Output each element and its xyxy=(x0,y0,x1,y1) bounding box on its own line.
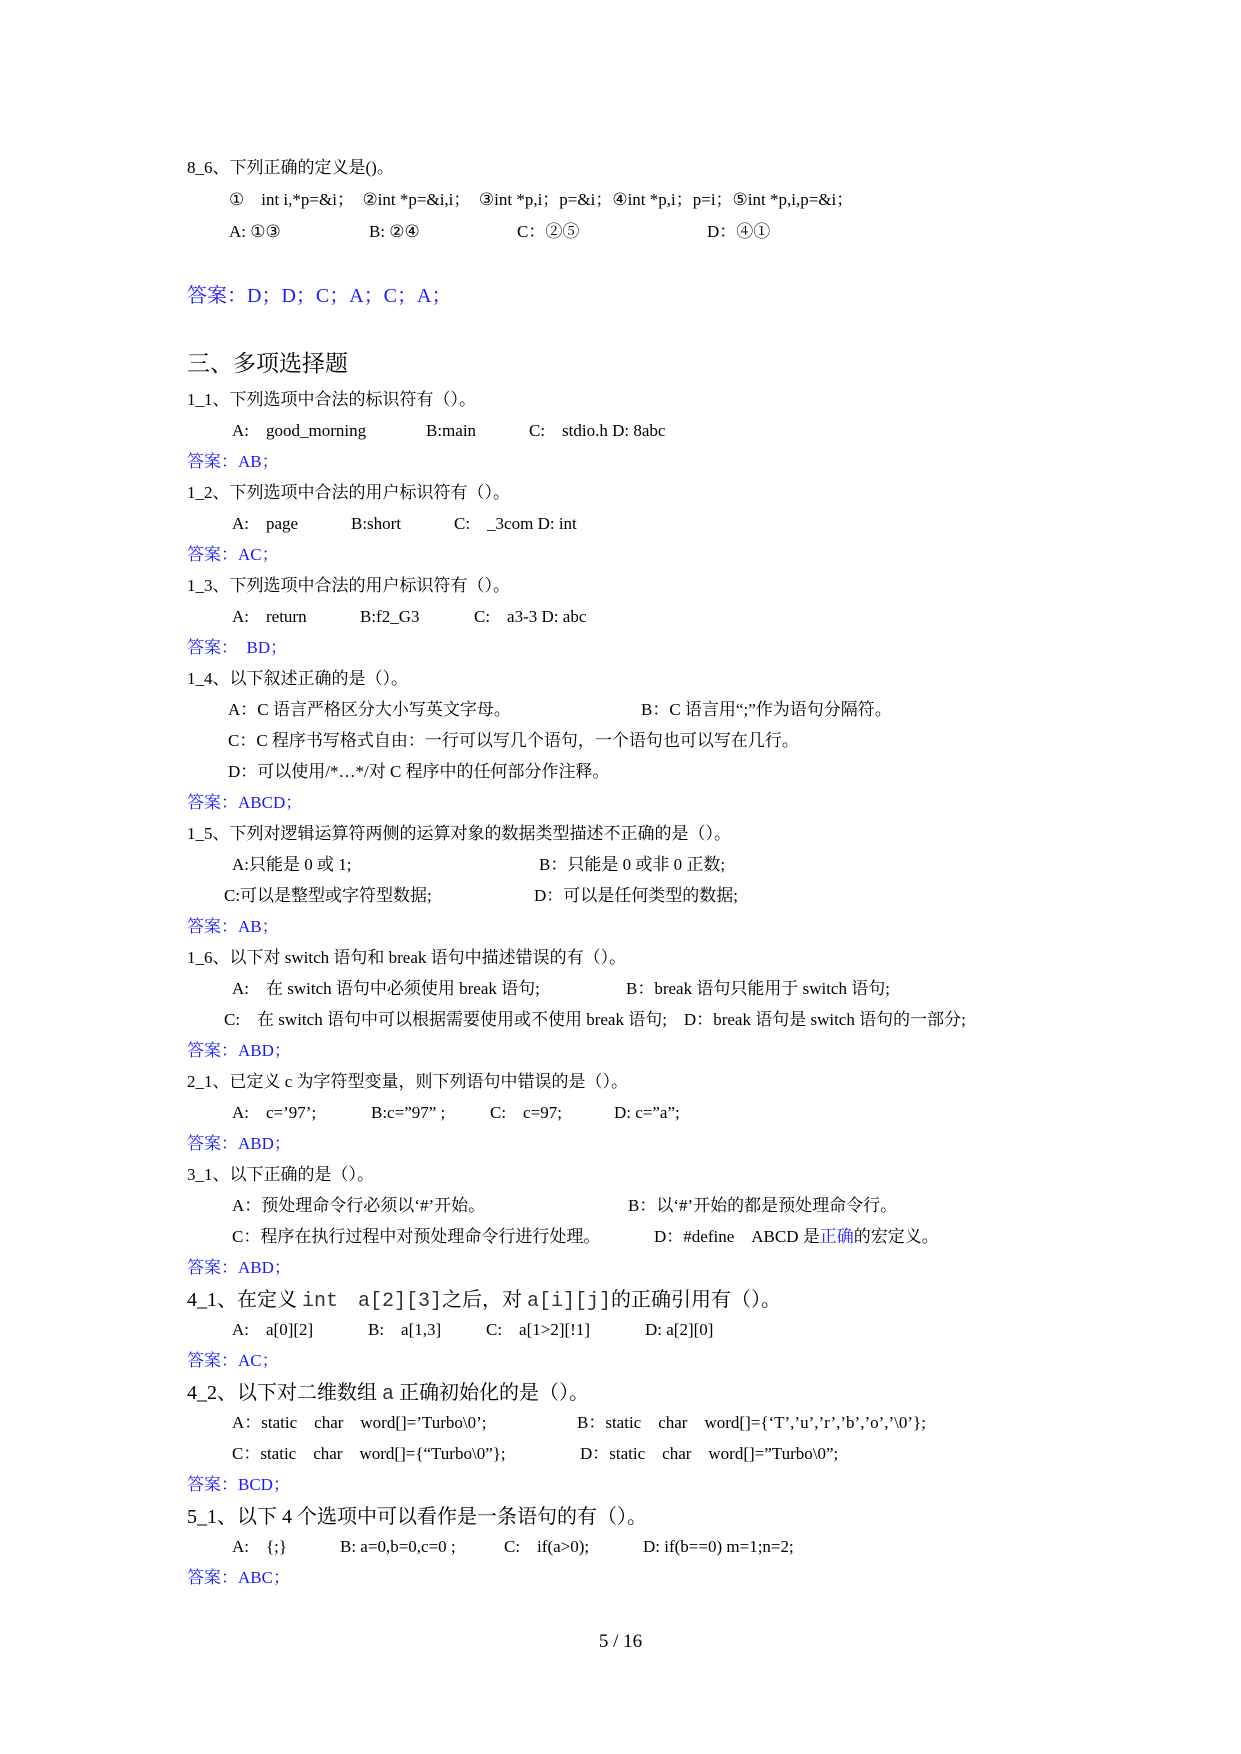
option: A：预处理命令行必须以‘#’开始。 xyxy=(232,1196,486,1215)
option: D: c=”a”; xyxy=(614,1103,680,1122)
answer: 答案：ABD； xyxy=(187,1041,291,1060)
option: C: stdio.h D: 8abc xyxy=(529,421,666,440)
option xyxy=(654,1227,939,1247)
option: C: _3com D: int xyxy=(454,514,577,533)
option: A: c=’97’; xyxy=(232,1103,317,1122)
answer: 答案：ABD； xyxy=(187,1258,291,1277)
option: C: a[1>2][!1] xyxy=(486,1320,591,1339)
option-text: D：#define ABCD 是 xyxy=(654,1227,820,1246)
page-number: 5 / 16 xyxy=(598,1631,643,1652)
option: B：以‘#’开始的都是预处理命令行。 xyxy=(628,1196,898,1215)
option: B：static char word[]={‘T’,’u’,’r’,’b’,’o’,’\0’}; xyxy=(577,1413,926,1432)
question-stem: 1_6、以下对 switch 语句和 break 语句中描述错误的有（）。 xyxy=(187,948,627,967)
code-text: a[i][j] xyxy=(527,1290,612,1313)
option: B: a=0,b=0,c=0 ; xyxy=(340,1537,456,1556)
option: C: c=97; xyxy=(490,1103,562,1122)
option: A: page xyxy=(232,514,299,533)
question-stem: 2_1、已定义 c 为字符型变量，则下列语句中错误的是（）。 xyxy=(187,1072,629,1091)
option: A: {;} xyxy=(232,1537,288,1556)
option: A: 在 switch 语句中必须使用 break 语句; xyxy=(232,979,540,998)
option: D：可以使用/*…*/对 C 程序中的任何部分作注释。 xyxy=(228,762,610,781)
stem-text: 的正确引用有（）。 xyxy=(611,1289,782,1311)
option: C：static char word[]={“Turbo\0”}; xyxy=(232,1444,506,1463)
option: B: a[1,3] xyxy=(368,1320,442,1339)
answer: 答案： BD； xyxy=(187,638,288,657)
option: A: return xyxy=(232,607,307,626)
question-8-6-items: ① int i,*p=&i； ②int *p=&i,i； ③int *p,i；p=&i；④int *p,i；p=i；⑤int *p,i,p=&i； xyxy=(229,190,854,209)
answer: 答案：BCD； xyxy=(187,1475,290,1494)
answer: 答案：AC； xyxy=(187,1351,279,1370)
answer: 答案：AB； xyxy=(187,452,279,471)
option: D：static char word[]=”Turbo\0”; xyxy=(580,1444,839,1463)
option: D: if(b==0) m=1;n=2; xyxy=(643,1537,794,1556)
question-stem: 1_3、下列选项中合法的用户标识符有（）。 xyxy=(187,576,510,595)
option: D: a[2][0] xyxy=(645,1320,714,1339)
option-d: D：④① xyxy=(707,222,771,241)
option: A:只能是 0 或 1; xyxy=(232,855,352,874)
question-stem: 1_1、下列选项中合法的标识符有（）。 xyxy=(187,390,476,409)
question-stem: 1_5、下列对逻辑运算符两侧的运算对象的数据类型描述不正确的是（）。 xyxy=(187,824,731,843)
option: D：可以是任何类型的数据; xyxy=(534,886,738,905)
stem-text: 正确初始化的是（）。 xyxy=(399,1382,590,1404)
option: B:c=”97” ; xyxy=(371,1103,446,1122)
code-text: a xyxy=(382,1383,395,1406)
option: C: a3-3 D: abc xyxy=(474,607,587,626)
option: B：只能是 0 或非 0 正数; xyxy=(539,855,726,874)
highlighted-word: 正确 xyxy=(819,1227,854,1246)
option: B：C 语言用“;”作为语句分隔符。 xyxy=(641,700,892,719)
stem-text: 4_2、以下对二维数组 xyxy=(187,1382,377,1404)
question-stem: 3_1、以下正确的是（）。 xyxy=(187,1165,374,1184)
option-c: C：②⑤ xyxy=(517,222,580,241)
answer: 答案：AC； xyxy=(187,545,279,564)
option: B：break 语句只能用于 switch 语句; xyxy=(626,979,890,998)
option: B:main xyxy=(426,421,477,440)
option-a: A: ①③ xyxy=(229,222,281,241)
option: A: good_morning xyxy=(232,421,367,440)
answer: 答案：AB； xyxy=(187,917,279,936)
option: C: 在 switch 语句中可以根据需要使用或不使用 break 语句; D：break 语句是 switch 语句的一部分; xyxy=(224,1010,966,1029)
code-text: int a[2][3] xyxy=(302,1290,443,1313)
stem-text: 4_1、在定义 xyxy=(187,1289,297,1311)
section-title: 三、多项选择题 xyxy=(187,351,348,376)
option: A：static char word[]=’Turbo\0’; xyxy=(232,1413,487,1432)
question-stem: 1_4、以下叙述正确的是（）。 xyxy=(187,669,408,688)
question-stem xyxy=(187,1288,781,1314)
option-text: 的宏定义。 xyxy=(853,1227,939,1246)
answer: 答案：ABCD； xyxy=(187,793,303,812)
option: C：程序在执行过程中对预处理命令行进行处理。 xyxy=(232,1227,601,1246)
option: B:f2_G3 xyxy=(360,607,420,626)
answer-block: 答案：D；D；C；A；C；A； xyxy=(187,285,452,307)
option-b: B: ②④ xyxy=(369,222,420,241)
option: C:可以是整型或字符型数据; xyxy=(224,886,432,905)
answer: 答案：ABD； xyxy=(187,1134,291,1153)
question-stem: 1_2、下列选项中合法的用户标识符有（）。 xyxy=(187,483,510,502)
question-stem xyxy=(187,1381,589,1407)
option: C：C 程序书写格式自由：一行可以写几个语句，一个语句也可以写在几行。 xyxy=(228,731,799,750)
question-8-6-stem: 8_6、下列正确的定义是()。 xyxy=(187,158,394,177)
question-stem: 5_1、以下 4 个选项中可以看作是一条语句的有（）。 xyxy=(187,1506,647,1528)
option: A: a[0][2] xyxy=(232,1320,314,1339)
answer: 答案：ABC； xyxy=(187,1568,290,1587)
option: A：C 语言严格区分大小写英文字母。 xyxy=(228,700,511,719)
option: C: if(a>0); xyxy=(504,1537,590,1556)
option: B:short xyxy=(351,514,402,533)
stem-text: 之后，对 xyxy=(442,1289,523,1311)
